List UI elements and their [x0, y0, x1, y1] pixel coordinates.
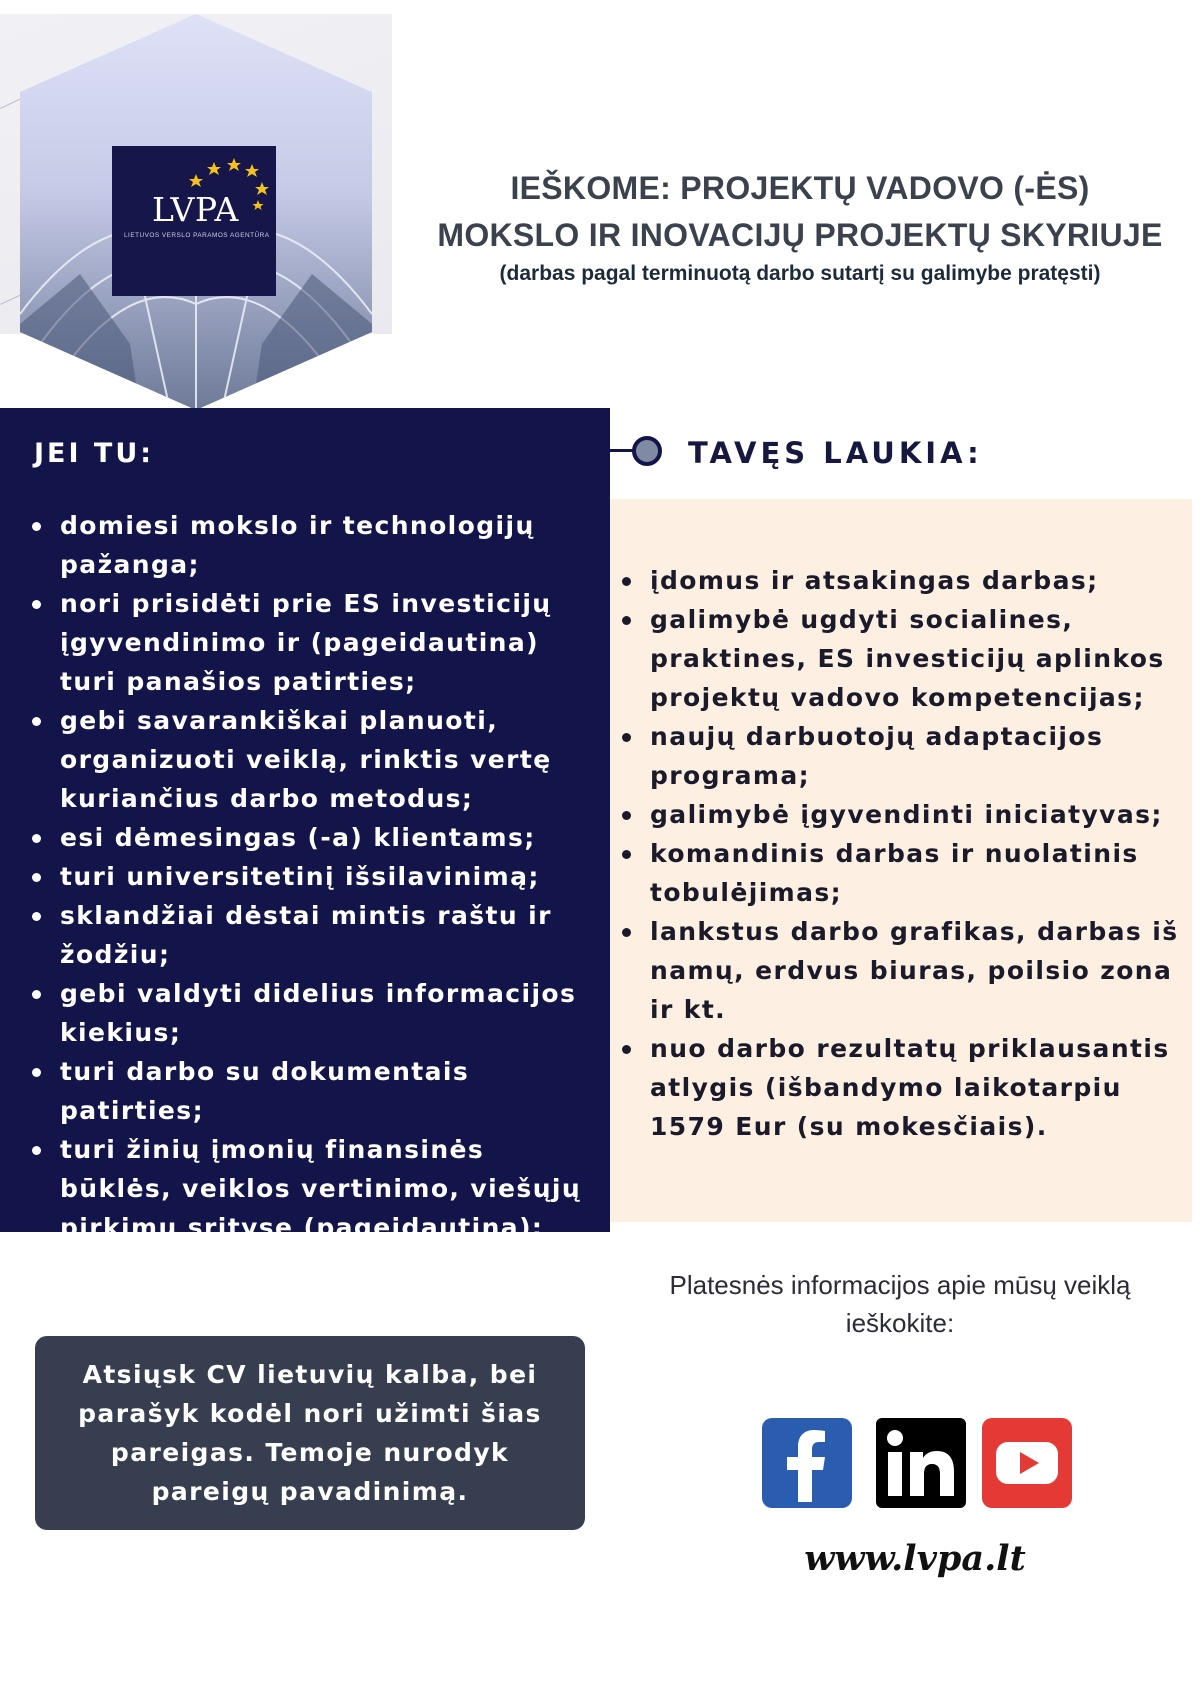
requirements-heading: JEI TU: [34, 438, 155, 469]
list-item: turi žinių įmonių finansinės būklės, veiklos vertinimo, viešųjų pirkimų srityse (pageidautina); [30, 1130, 602, 1247]
list-item: naujų darbuotojų adaptacijos programa; [620, 717, 1186, 795]
more-info-text: Platesnės informacijos apie mūsų veiklą ieškokite: [669, 1270, 1131, 1338]
page-subtitle: (darbas pagal terminuotą darbo sutartį su galimybe pratęsti) [499, 262, 1101, 285]
list-item: gebi savarankiškai planuoti, organizuoti veiklą, rinktis vertę kuriančius darbo metodus; [30, 701, 602, 818]
list-item: esi dėmesingas (-a) klientams; [30, 818, 602, 857]
list-item: turi universitetinį išsilavinimą; [30, 857, 602, 896]
logo-tagline: LIETUVOS VERSLO PARAMOS AGENTŪRA [124, 232, 270, 239]
list-item: nuo darbo rezultatų priklausantis atlygis (išbandymo laikotarpiu 1579 Eur (su mokesčiais). [620, 1029, 1186, 1146]
offer-panel [610, 499, 1192, 1222]
page-title-line1: IEŠKOME: PROJEKTŲ VADOVO (-ĖS) [510, 170, 1090, 206]
list-item: galimybė ugdyti socialines, praktines, ES investicijų aplinkos projektų vadovo kompetencijas; [620, 600, 1186, 717]
list-item: komandinis darbas ir nuolatinis tobulėjimas; [620, 834, 1186, 912]
requirements-panel [0, 408, 610, 1242]
list-item: galimybė įgyvendinti iniciatyvas; [620, 795, 1186, 834]
list-item: gebi valdyti didelius informacijos kiekius; [30, 974, 602, 1052]
list-item: turi darbo su dokumentais patirties; [30, 1052, 602, 1130]
logo-name: LVPA [152, 190, 239, 229]
list-item: nori prisidėti prie ES investicijų įgyvendinimo ir (pageidautina) turi panašios patirties; [30, 584, 602, 701]
offer-heading: TAVĘS LAUKIA: [688, 436, 983, 470]
cta-text: Atsiųsk CV lietuvių kalba, bei parašyk kodėl nori užimti šias pareigas. Temoje nurodyk pareigų pavadinimą. [78, 1360, 542, 1506]
requirements-list [30, 506, 602, 1247]
list-item: lankstus darbo grafikas, darbas iš namų, erdvus biuras, poilsio zona ir kt. [620, 912, 1186, 1029]
lvpa-logo [112, 146, 276, 296]
list-item: domiesi mokslo ir technologijų pažanga; [30, 506, 602, 584]
cta-box [35, 1336, 585, 1530]
facebook-icon[interactable] [762, 1418, 852, 1508]
page-title-line2: MOKSLO IR INOVACIJŲ PROJEKTŲ SKYRIUJE [437, 217, 1163, 253]
youtube-icon[interactable] [982, 1418, 1072, 1508]
website-link[interactable]: www.lvpa.lt [804, 1538, 1026, 1579]
linkedin-icon[interactable] [876, 1418, 966, 1508]
list-item: įdomus ir atsakingas darbas; [620, 561, 1186, 600]
section-connector-dot [632, 436, 662, 466]
list-item: sklandžiai dėstai mintis raštu ir žodžiu; [30, 896, 602, 974]
offer-list [620, 561, 1186, 1146]
